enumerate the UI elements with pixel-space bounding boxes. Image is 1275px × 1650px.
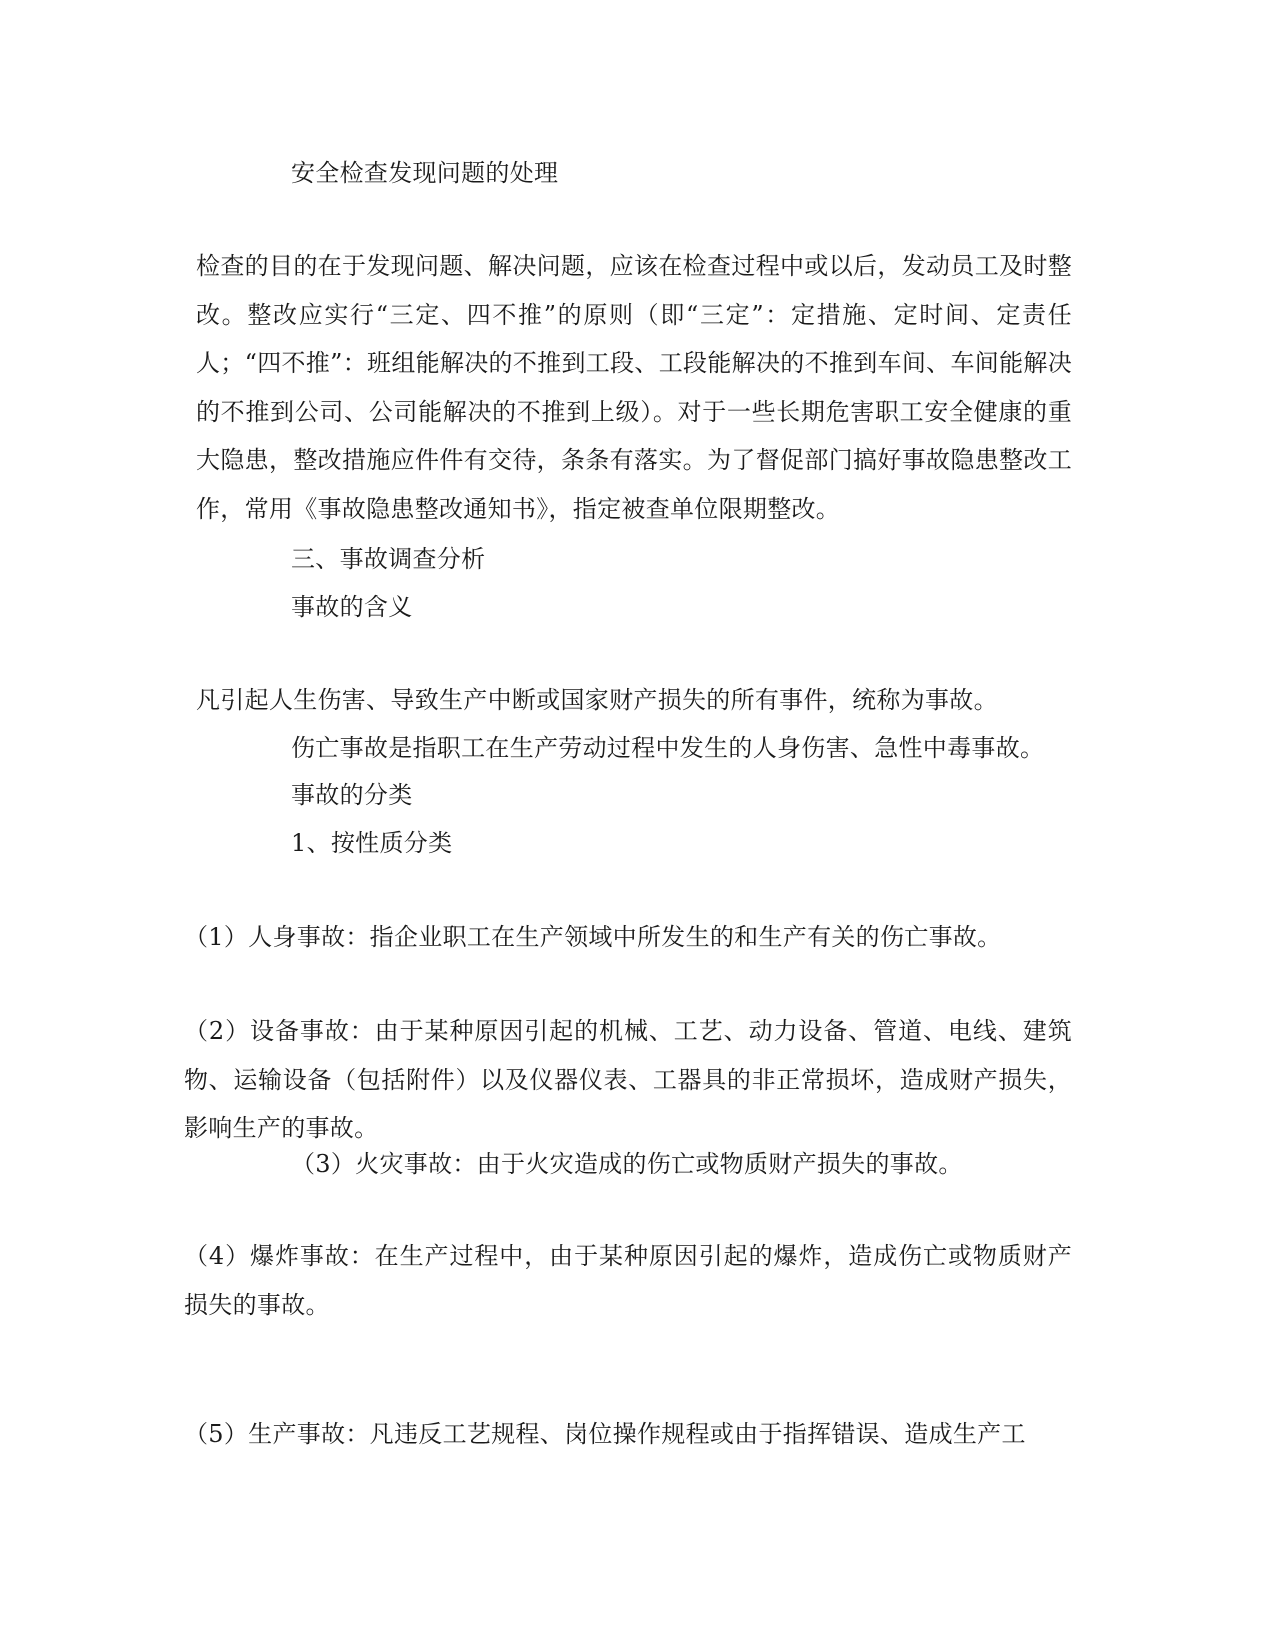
list-item-fire-accident: （3）火灾事故：由于火灾造成的伤亡或物质财产损失的事故。 — [291, 1150, 963, 1178]
list-item-personal-accident: （1）人身事故：指企业职工在生产领域中所发生的和生产有关的伤亡事故。 — [184, 923, 1002, 951]
list-item-production-accident: （5）生产事故：凡违反工艺规程、岗位操作规程或由于指挥错误、造成生产工 — [184, 1420, 1026, 1448]
section-title: 安全检查发现问题的处理 — [291, 159, 559, 187]
list-item-explosion-accident: （4）爆炸事故：在生产过程中，由于某种原因引起的爆炸，造成伤亡或物质财产损失的事故。 — [184, 1242, 1072, 1319]
heading-accident-classification: 事故的分类 — [291, 781, 413, 809]
list-item-equipment-accident: （2）设备事故：由于某种原因引起的机械、工艺、动力设备、管道、电线、建筑物、运输设备（包括附件）以及仪器仪表、工器具的非正常损坏，造成财产损失，影响生产的事故。 — [184, 1017, 1072, 1142]
line-casualty-definition: 伤亡事故是指职工在生产劳动过程中发生的人身伤害、急性中毒事故。 — [291, 734, 1045, 762]
heading-accident-meaning: 事故的含义 — [291, 593, 413, 621]
heading-by-nature: 1、按性质分类 — [291, 829, 453, 857]
heading-accident-investigation: 三、事故调查分析 — [291, 545, 486, 573]
paragraph-accident-definition: 凡引起人生伤害、导致生产中断或国家财产损失的所有事件，统称为事故。 — [196, 686, 998, 714]
paragraph-inspection-rectification: 检查的目的在于发现问题、解决问题，应该在检查过程中或以后，发动员工及时整改。整改应实行“三定、四不推”的原则（即“三定”：定措施、定时间、定责任人；“四不推”：班组能解决的不推到工段、工段能解决的不推到车间、车间能解决的不推到公司、公司能解决的不推到上级）。对于一些长期危害职工安全健康的重大隐患，整改措施应件件有交待，条条有落实。为了督促部门搞好事故隐患整改工作，常用《事故隐患整改通知书》，指定被查单位限期整改。 — [196, 252, 1072, 523]
